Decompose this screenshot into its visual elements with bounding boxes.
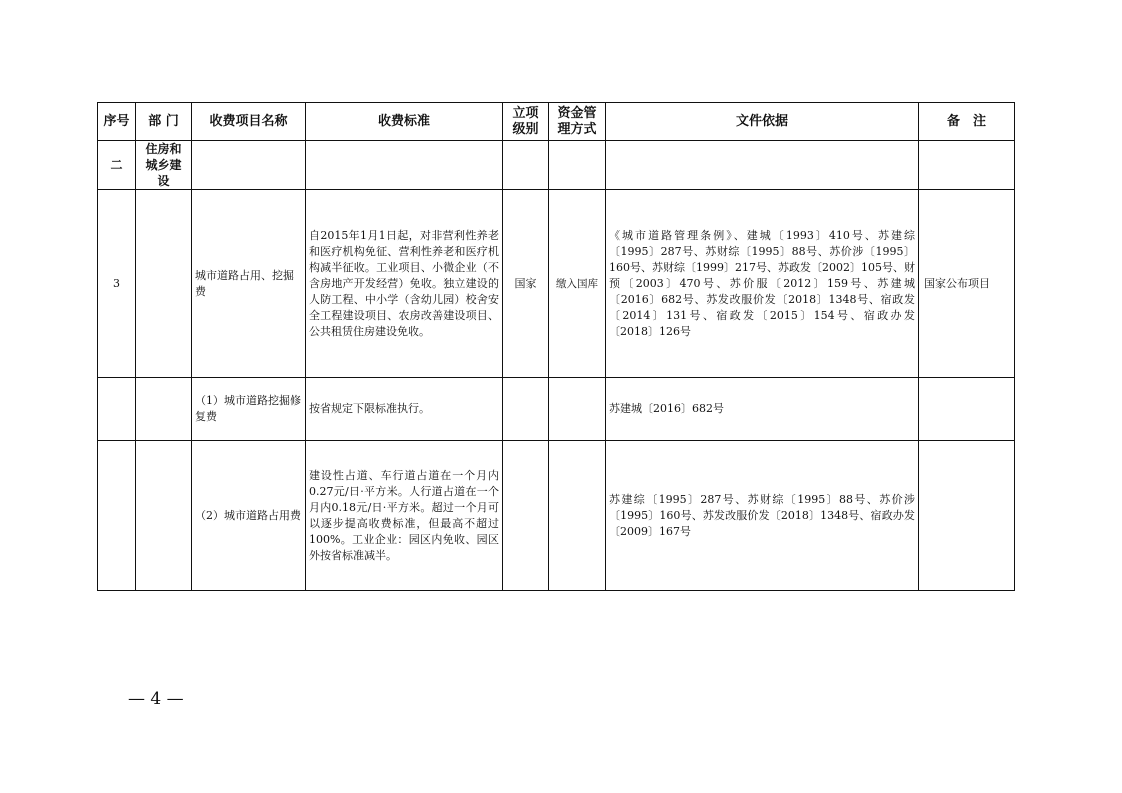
cell-remarks: 国家公布项目 bbox=[919, 190, 1015, 378]
cell-level bbox=[503, 141, 549, 190]
header-dept: 部 门 bbox=[136, 103, 192, 141]
header-fund-mgmt: 资金管理方式 bbox=[549, 103, 606, 141]
table-row bbox=[98, 441, 1015, 591]
cell-standard: 按省规定下限标准执行。 bbox=[306, 378, 503, 441]
cell-standard: 建设性占道、车行道占道在一个月内0.27元/日·平方米。人行道占道在一个月内0.18元/日·平方米。超过一个月可以逐步提高收费标准，但最高不超过100%。工业企业：园区内免收、园区外按省标准减半。 bbox=[306, 441, 503, 591]
cell-dept bbox=[136, 441, 192, 591]
header-row bbox=[98, 103, 1015, 141]
page-number: — 4 — bbox=[128, 689, 184, 709]
cell-fund-mgmt: 缴入国库 bbox=[549, 190, 606, 378]
cell-seq bbox=[98, 378, 136, 441]
cell-fund-mgmt bbox=[549, 141, 606, 190]
cell-fund-mgmt bbox=[549, 441, 606, 591]
header-item-name: 收费项目名称 bbox=[192, 103, 306, 141]
table-row bbox=[98, 378, 1015, 441]
cell-standard bbox=[306, 141, 503, 190]
cell-level bbox=[503, 441, 549, 591]
cell-basis bbox=[606, 141, 919, 190]
cell-fund-mgmt bbox=[549, 378, 606, 441]
cell-item-name: （2）城市道路占用费 bbox=[192, 441, 306, 591]
cell-dept bbox=[136, 190, 192, 378]
cell-seq: 二 bbox=[98, 141, 136, 190]
cell-item-name: （1）城市道路挖掘修复费 bbox=[192, 378, 306, 441]
header-standard: 收费标准 bbox=[306, 103, 503, 141]
cell-basis: 苏建综〔1995〕287号、苏财综〔1995〕88号、苏价涉〔1995〕160号、苏发改服价发〔2018〕1348号、宿政办发〔2009〕167号 bbox=[606, 441, 919, 591]
cell-level bbox=[503, 378, 549, 441]
cell-dept: 住房和城乡建设 bbox=[136, 141, 192, 190]
table-row bbox=[98, 141, 1015, 190]
cell-standard: 自2015年1月1日起，对非营利性养老和医疗机构免征、营利性养老和医疗机构减半征收。工业项目、小微企业（不含房地产开发经营）免收。独立建设的人防工程、中小学（含幼儿园）校舍安全工程建设项目、农房改善建设项目、公共租赁住房建设免收。 bbox=[306, 190, 503, 378]
header-seq: 序号 bbox=[98, 103, 136, 141]
cell-remarks bbox=[919, 378, 1015, 441]
header-remarks: 备 注 bbox=[919, 103, 1015, 141]
cell-basis: 苏建城〔2016〕682号 bbox=[606, 378, 919, 441]
cell-seq: 3 bbox=[98, 190, 136, 378]
header-basis: 文件依据 bbox=[606, 103, 919, 141]
header-level: 立项级别 bbox=[503, 103, 549, 141]
cell-remarks bbox=[919, 441, 1015, 591]
cell-item-name bbox=[192, 141, 306, 190]
cell-dept bbox=[136, 378, 192, 441]
cell-remarks bbox=[919, 141, 1015, 190]
fee-table bbox=[97, 102, 1015, 591]
cell-basis: 《城市道路管理条例》、建城〔1993〕410号、苏建综〔1995〕287号、苏财综〔1995〕88号、苏价涉〔1995〕160号、苏财综〔1999〕217号、苏政发〔2002〕105号、财预〔2003〕470号、苏价服〔2012〕159号、苏建城〔2016〕682号、苏发改服价发〔2018〕1348号、宿政发〔2014〕131号、宿政发〔2015〕154号、宿政办发〔2018〕126号 bbox=[606, 190, 919, 378]
cell-item-name: 城市道路占用、挖掘费 bbox=[192, 190, 306, 378]
table-row bbox=[98, 190, 1015, 378]
cell-level: 国家 bbox=[503, 190, 549, 378]
cell-seq bbox=[98, 441, 136, 591]
